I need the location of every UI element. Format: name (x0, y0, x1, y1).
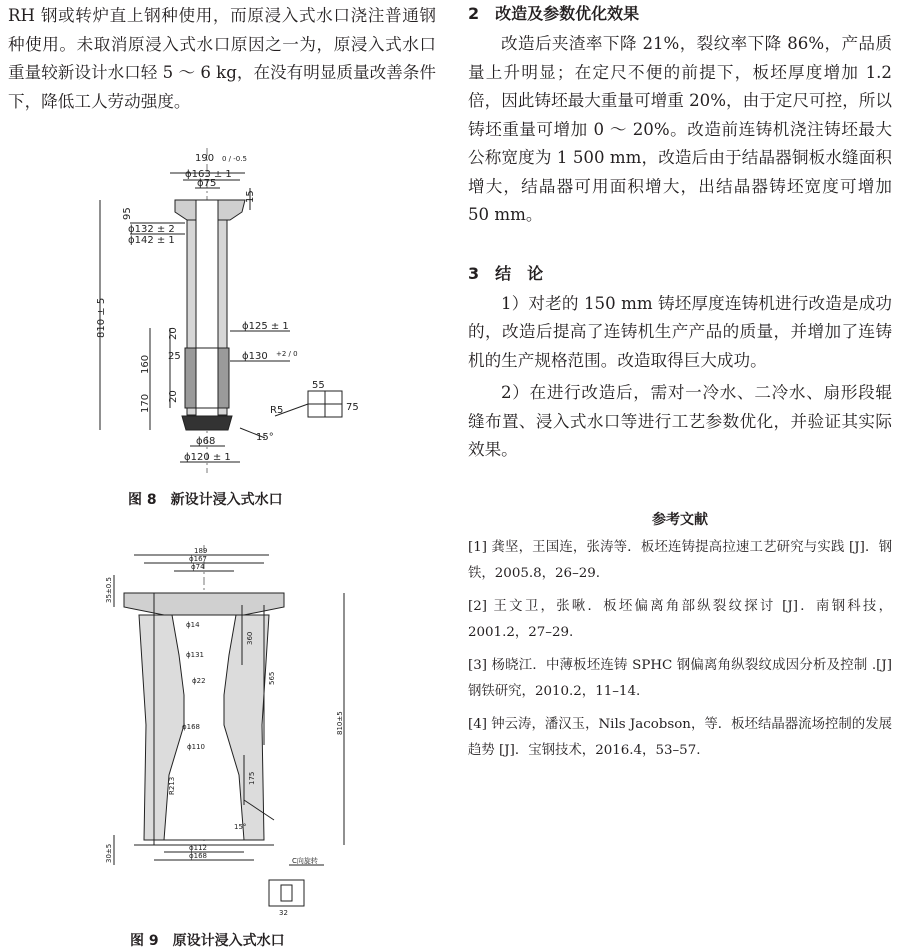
fig9-label-d168: ϕ168 (182, 723, 200, 731)
fig9-label-s32: 32 (279, 909, 288, 917)
fig9-label-d112: ϕ112 (189, 844, 207, 852)
section-2-paragraph: 改造后夹渣率下降 21%，裂纹率下降 86%，产品质量上升明显；在定尺不便的前提下，板坯厚度增加 1.2 倍，因此铸坯最大重量可增重 20%，由于定尺可控，所以铸坯重量可增加 0 ～ 20%。改造前连铸机浇注铸坯最大公称宽度为 1 500 mm，改造后由于结晶器铜板水缝面积增大，结晶器可用面积增大，出结晶器铸坯宽度可增加 50 mm。 (468, 34, 892, 224)
section-3-heading: 3 结 论 (468, 263, 544, 283)
fig8-label-h15: 15 (245, 190, 256, 203)
fig8-label-h25: 25 (168, 351, 181, 362)
fig9-label-h360: 360 (246, 631, 254, 645)
reference-item: [4] 钟云涛，潘汉玉，Nils Jacobson，等．板坯结晶器流场控制的发展趋势 [J]．宝钢技术，2016.4，53–57. (468, 716, 892, 758)
fig8-label-total: 810 ± 5 (96, 297, 107, 338)
fig8-label-d75: ϕ75 (197, 178, 217, 189)
fig9-label-h565: 565 (268, 671, 276, 685)
left-paragraph: RH 钢或转炉直上钢种使用，而原浸入式水口浇注普通钢种使用。未取消原浸入式水口原因之一为，原浸入式水口重量较新设计水口轻 5 ～ 6 kg，在没有明显质量改善条件下，降低工人劳动强度。 (8, 6, 436, 111)
fig9-label-d22: ϕ22 (192, 677, 206, 685)
section-2-heading: 2 改造及参数优化效果 (468, 4, 640, 23)
fig9-label-h35: 35±0.5 (105, 577, 113, 603)
left-column-text (8, 2, 436, 116)
fig8-label-top-tol: 0 / -0.5 (222, 155, 247, 163)
fig8-label-r5: R5 (270, 405, 284, 416)
fig8-label-d130: ϕ130 (242, 351, 268, 362)
fig9-label-total: 810±5 (336, 711, 344, 735)
right-column (468, 2, 892, 765)
figure-8-caption: 图 8 新设计浸入式水口 (128, 492, 283, 508)
reference-item: [1] 龚坚，王国连，张涛等．板坯连铸提高拉速工艺研究与实践 [J]．钢铁，2005.8，26–29. (468, 539, 892, 581)
figure-8-drawing (90, 148, 390, 473)
fig8-label-d163: ϕ163 ± 1 (185, 169, 232, 180)
reference-item: [2] 王文卫，张啾．板坯偏离角部纵裂纹探讨 [J]．南钢科技，2001.2，27–29. (468, 598, 892, 640)
fig8-label-d75b: 75 (346, 402, 359, 413)
fig8-label-d125: ϕ125 ± 1 (242, 321, 289, 332)
fig8-label-h20a: 20 (168, 327, 179, 340)
fig9-label-d110: ϕ110 (187, 743, 205, 751)
fig9-label-r213: R213 (168, 776, 176, 795)
fig8-label-top-width: 190 (195, 153, 215, 164)
fig8-label-d132: ϕ132 ± 2 (128, 224, 175, 235)
fig8-label-d142: ϕ142 ± 1 (128, 235, 175, 246)
fig8-label-angle: 15° (256, 432, 274, 443)
section-3-paragraph-2: 2）在进行改造后，需对一冷水、二冷水、扇形段辊缝布置、浸入式水口等进行工艺参数优化，并验证其实际效果。 (468, 383, 892, 459)
fig8-label-d120: ϕ120 ± 1 (184, 452, 231, 463)
fig8-label-h160: 160 (140, 354, 151, 374)
fig9-label-h175: 175 (248, 771, 256, 785)
fig8-label-d130-tol: +2 / 0 (276, 350, 298, 358)
references-title: 参考文献 (652, 511, 708, 528)
fig8-label-h20b: 20 (168, 390, 179, 403)
fig9-label-d167: ϕ167 (189, 555, 207, 563)
figure-9-drawing (94, 545, 394, 925)
fig8-label-h170: 170 (140, 393, 151, 413)
fig9-label-top-width: 189 (194, 547, 208, 555)
fig9-label-d168b: ϕ168 (189, 852, 207, 860)
fig8-label-h95: 95 (122, 207, 133, 220)
reference-item: [3] 杨晓江．中薄板坯连铸 SPHC 钢偏离角纵裂纹成因分析及控制 .[J] 钢铁研究，2010.2，11–14. (468, 657, 892, 699)
fig9-label-angle: 15° (234, 823, 247, 831)
fig9-label-d131: ϕ131 (186, 651, 204, 659)
fig9-label-d74: ϕ74 (191, 563, 205, 571)
section-3-paragraph-1: 1）对老的 150 mm 铸坯厚度连铸机进行改造是成功的，改造后提高了连铸机生产产品的质量，并增加了连铸机的生产规格范围。改造取得巨大成功。 (468, 293, 892, 370)
fig9-label-h30: 30±5 (105, 843, 113, 863)
figure-9-caption: 图 9 原设计浸入式水口 (130, 933, 285, 949)
fig8-label-d68: ϕ68 (196, 436, 216, 447)
fig9-label-c-note: C向旋转 (292, 857, 318, 865)
fig9-label-d14: ϕ14 (186, 621, 200, 629)
fig8-label-d55: 55 (312, 380, 325, 391)
